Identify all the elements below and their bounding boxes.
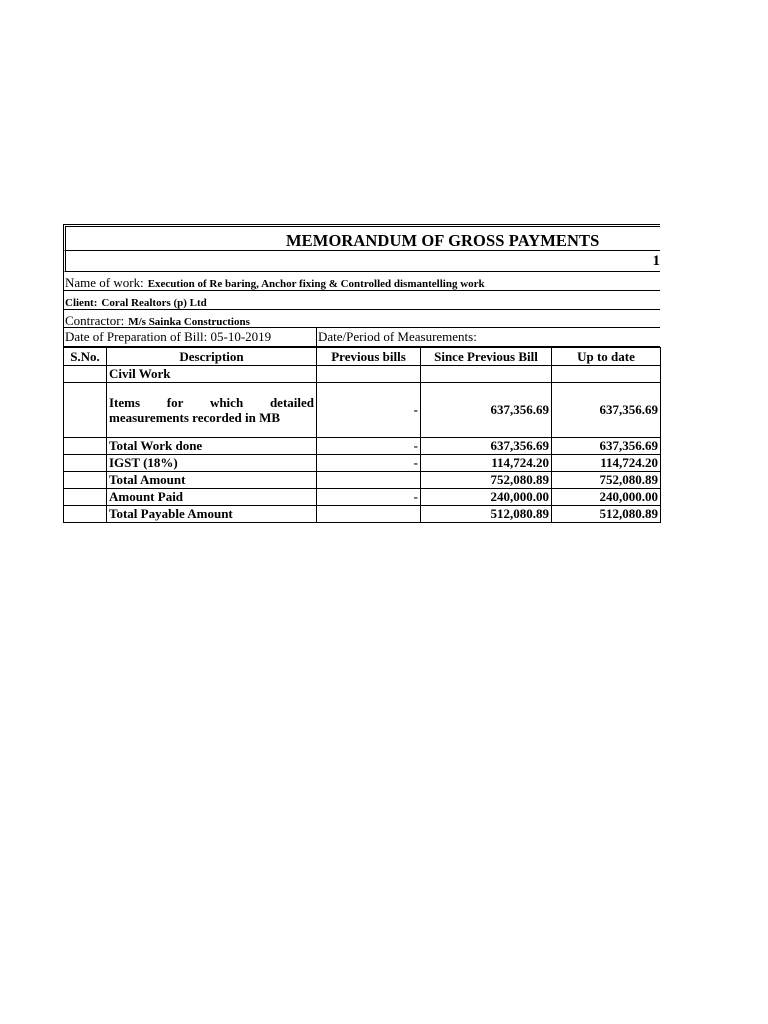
page-number-row [63, 251, 660, 272]
table-header-row [64, 348, 661, 366]
header-sno: S.No. [64, 348, 107, 366]
row-sno [64, 366, 107, 383]
row-since: 512,080.89 [421, 506, 552, 523]
row-uptodate [552, 366, 661, 383]
row-sno [64, 506, 107, 523]
table-row [64, 489, 661, 506]
contractor-row [63, 310, 660, 328]
name-of-work-value: Execution of Re baring, Anchor fixing & Controlled dismantelling work [147, 278, 485, 290]
document-title: MEMORANDUM OF GROSS PAYMENTS [286, 231, 600, 250]
client-value: Coral Realtors (p) Ltd [101, 297, 207, 309]
row-sno [64, 472, 107, 489]
row-previous: - [317, 383, 421, 438]
client-row [63, 291, 660, 310]
row-uptodate: 637,356.69 [552, 383, 661, 438]
row-previous [317, 366, 421, 383]
row-uptodate: 512,080.89 [552, 506, 661, 523]
contractor-value: M/s Sainka Constructions [128, 316, 250, 328]
header-since-previous-bill: Since Previous Bill [421, 348, 552, 366]
header-description: Description [107, 348, 317, 366]
date-of-preparation: Date of Preparation of Bill: 05-10-2019 [65, 329, 272, 344]
table-row [64, 472, 661, 489]
row-since: 752,080.89 [421, 472, 552, 489]
row-previous: - [317, 438, 421, 455]
row-previous [317, 472, 421, 489]
row-since: 637,356.69 [421, 438, 552, 455]
row-description: Items for which detailed measurements recorded in MB [107, 383, 317, 438]
row-description: Total Amount [107, 472, 317, 489]
row-description: Total Work done [107, 438, 317, 455]
table-row [64, 506, 661, 523]
row-sno [64, 489, 107, 506]
table-row [64, 455, 661, 472]
header-up-to-date: Up to date [552, 348, 661, 366]
row-previous: - [317, 489, 421, 506]
table-row [64, 383, 661, 438]
row-sno [64, 455, 107, 472]
row-description: Total Payable Amount [107, 506, 317, 523]
dates-row [63, 328, 660, 347]
row-description: Civil Work [107, 366, 317, 383]
date-period-label: Date/Period of Measurements: [318, 329, 477, 344]
header-previous-bills: Previous bills [317, 348, 421, 366]
row-sno [64, 438, 107, 455]
payments-table [63, 347, 661, 523]
name-of-work-label: Name of work: [65, 275, 144, 290]
row-since [421, 366, 552, 383]
contractor-label: Contractor: [65, 313, 125, 328]
table-row [64, 438, 661, 455]
table-row [64, 366, 661, 383]
row-since: 240,000.00 [421, 489, 552, 506]
row-since: 637,356.69 [421, 383, 552, 438]
row-sno [64, 383, 107, 438]
row-uptodate: 637,356.69 [552, 438, 661, 455]
row-description: Amount Paid [107, 489, 317, 506]
row-since: 114,724.20 [421, 455, 552, 472]
client-label: Client: [65, 297, 98, 309]
row-description: IGST (18%) [107, 455, 317, 472]
name-of-work-row [63, 272, 660, 291]
row-previous [317, 506, 421, 523]
row-uptodate: 114,724.20 [552, 455, 661, 472]
row-uptodate: 240,000.00 [552, 489, 661, 506]
title-row [63, 224, 660, 251]
page-number: 1 [652, 253, 660, 269]
row-uptodate: 752,080.89 [552, 472, 661, 489]
row-previous: - [317, 455, 421, 472]
date-divider [316, 328, 317, 346]
payment-memorandum-sheet [63, 224, 660, 523]
